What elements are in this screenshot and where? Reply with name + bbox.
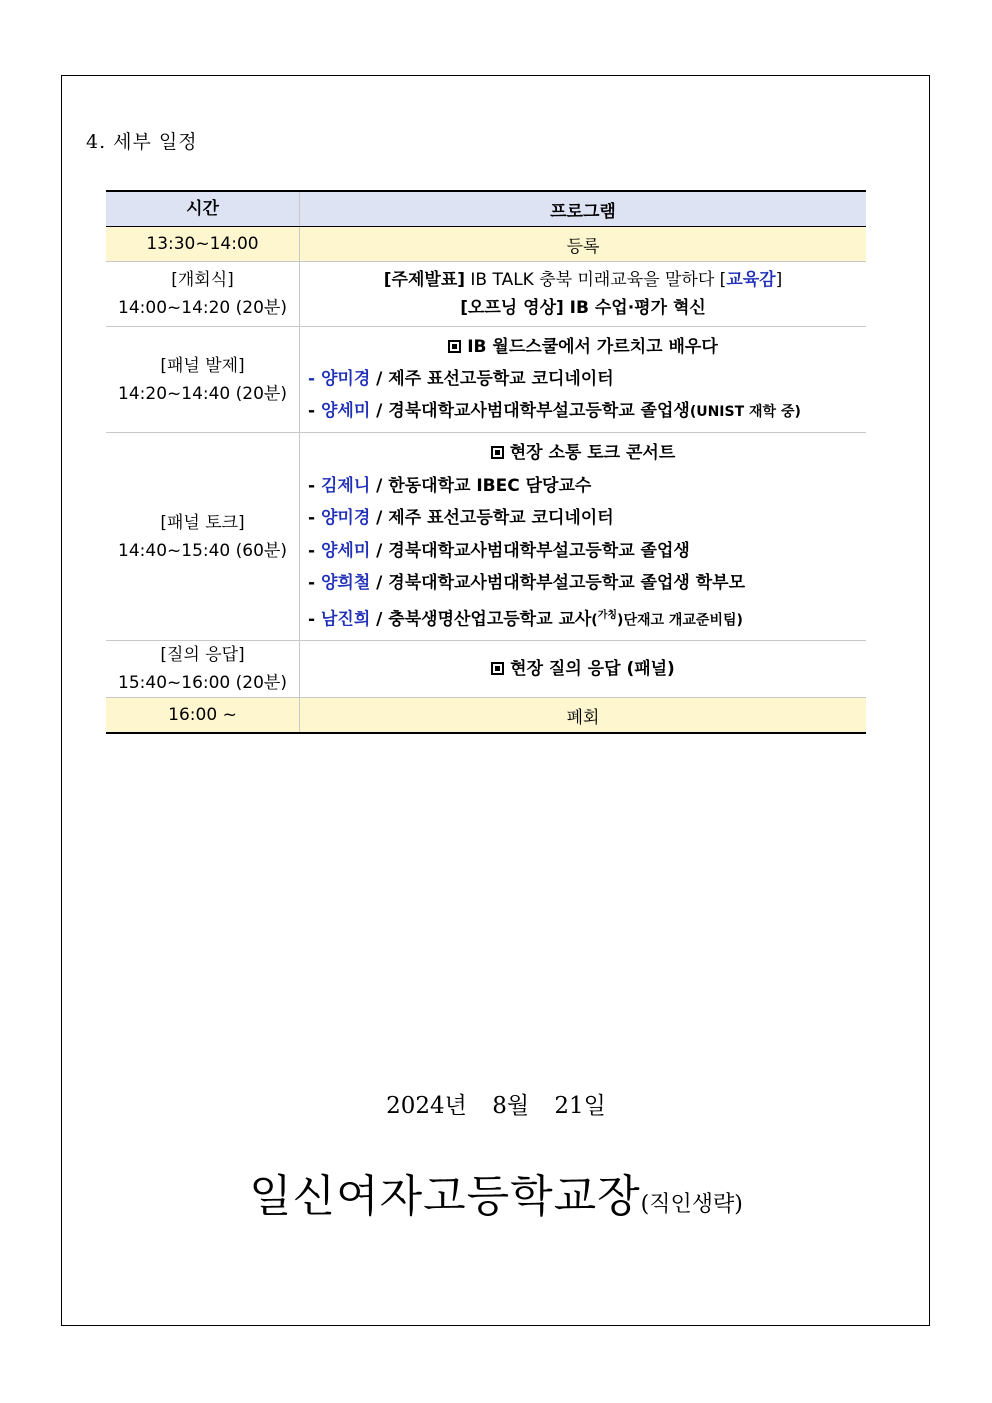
- list-item: - 김제니 / 한동대학교 IBEC 담당교수: [308, 475, 592, 496]
- row-program-cell: [300, 433, 867, 641]
- table-row: [106, 327, 866, 433]
- row-time-cell: [106, 433, 300, 641]
- program-tag: [주제발표]: [383, 270, 466, 290]
- table-row: [106, 641, 866, 698]
- speaker-note-open: (: [591, 612, 598, 629]
- table-row: [106, 698, 866, 734]
- row-time: 13:30~14:00: [106, 227, 300, 262]
- row-time-label: [질의 응답]: [160, 645, 245, 665]
- row-time-label: [개회식]: [171, 270, 234, 290]
- speaker-name: 양희철: [320, 573, 371, 594]
- speaker-desc: / 경북대학교사범대학부설고등학교 졸업생: [370, 401, 690, 421]
- speaker-name: 양세미: [320, 401, 371, 421]
- document-date: 2024년 8월 21일: [386, 1093, 606, 1119]
- program-role-open: [: [719, 270, 727, 290]
- row-time-cell: [106, 327, 300, 433]
- square-bullet-icon: [491, 662, 504, 675]
- header-program: 프로그램: [300, 191, 867, 227]
- table-row: [106, 433, 866, 641]
- speaker-desc: / 경북대학교사범대학부설고등학교 졸업생 학부모: [370, 573, 746, 594]
- row-time-label: [패널 발제]: [160, 355, 245, 376]
- list-item: - 남진희 / 충북생명산업고등학교 교사($^{가칭}$)단재고 개교준비팀): [308, 609, 743, 630]
- program-role: 교육감: [726, 270, 776, 290]
- row-time: 14:40~15:40 (60분): [118, 540, 287, 561]
- speaker-name: 양미경: [320, 508, 371, 529]
- list-item: - 양세미 / 경북대학교사범대학부설고등학교 졸업생: [308, 540, 690, 561]
- schedule-table: [106, 190, 866, 734]
- row-time: 14:00~14:20 (20분): [118, 298, 287, 318]
- row-time: 14:20~14:40 (20분): [118, 383, 287, 404]
- speaker-name: 양세미: [320, 540, 371, 561]
- speaker-list: [300, 470, 866, 637]
- row-program-cell: [300, 327, 867, 433]
- square-bullet-icon: [448, 340, 461, 353]
- row-time: 16:00 ~: [106, 698, 300, 734]
- speaker-desc: / 제주 표선고등학교 코디네이터: [370, 368, 614, 389]
- speaker-name: 김제니: [320, 475, 371, 496]
- section-title: 4. 세부 일정: [86, 131, 198, 153]
- row-program: 등록: [300, 227, 867, 262]
- speaker-note-sup: 가칭: [597, 609, 618, 621]
- row-program-cell: [300, 262, 867, 327]
- table-row: [106, 262, 866, 327]
- row-time-label: [패널 토크]: [160, 512, 245, 533]
- speaker-list: [300, 363, 866, 429]
- program-title: 현장 질의 응답 (패널): [300, 655, 866, 683]
- signer-block: [0, 1160, 992, 1224]
- list-item: - 양희철 / 경북대학교사범대학부설고등학교 졸업생 학부모: [308, 573, 746, 594]
- program-title: 현장 소통 토크 콘서트: [300, 436, 866, 470]
- program-line: [오프닝 영상] IB 수업·평가 혁신: [460, 298, 706, 318]
- speaker-note: 단재고 개교준비팀): [623, 612, 743, 629]
- signer-name: 일신여자고등학교장: [249, 1171, 641, 1222]
- list-item: - 양미경 / 제주 표선고등학교 코디네이터: [308, 508, 614, 529]
- program-role-close: ]: [775, 270, 783, 290]
- signer-note: (직인생략): [640, 1192, 743, 1217]
- square-bullet-icon: [491, 446, 504, 459]
- speaker-note-close: ): [617, 612, 624, 629]
- speaker-desc: / 충북생명산업고등학교 교사: [370, 609, 592, 630]
- speaker-note: (UNIST 재학 중): [689, 404, 801, 420]
- row-time-cell: [106, 641, 300, 698]
- list-item: - 양세미 / 경북대학교사범대학부설고등학교 졸업생(UNIST 재학 중): [308, 401, 801, 421]
- row-time: 15:40~16:00 (20분): [118, 673, 287, 693]
- table-header-row: [106, 191, 866, 227]
- speaker-desc: / 한동대학교 IBEC 담당교수: [370, 475, 592, 496]
- row-time-cell: [106, 262, 300, 327]
- header-time: 시간: [106, 191, 300, 227]
- speaker-name: 남진희: [320, 609, 371, 630]
- speaker-desc: / 제주 표선고등학교 코디네이터: [370, 508, 614, 529]
- list-item: - 양미경 / 제주 표선고등학교 코디네이터: [308, 368, 614, 389]
- program-title: IB 월드스쿨에서 가르치고 배우다: [300, 331, 866, 363]
- speaker-name: 양미경: [320, 368, 371, 389]
- speaker-desc: / 경북대학교사범대학부설고등학교 졸업생: [370, 540, 690, 561]
- program-text: IB TALK 충북 미래교육을 말하다: [465, 270, 720, 290]
- table-row: [106, 227, 866, 262]
- row-program-cell: [300, 641, 867, 698]
- row-program: 폐회: [300, 698, 867, 734]
- program-line: [300, 266, 866, 294]
